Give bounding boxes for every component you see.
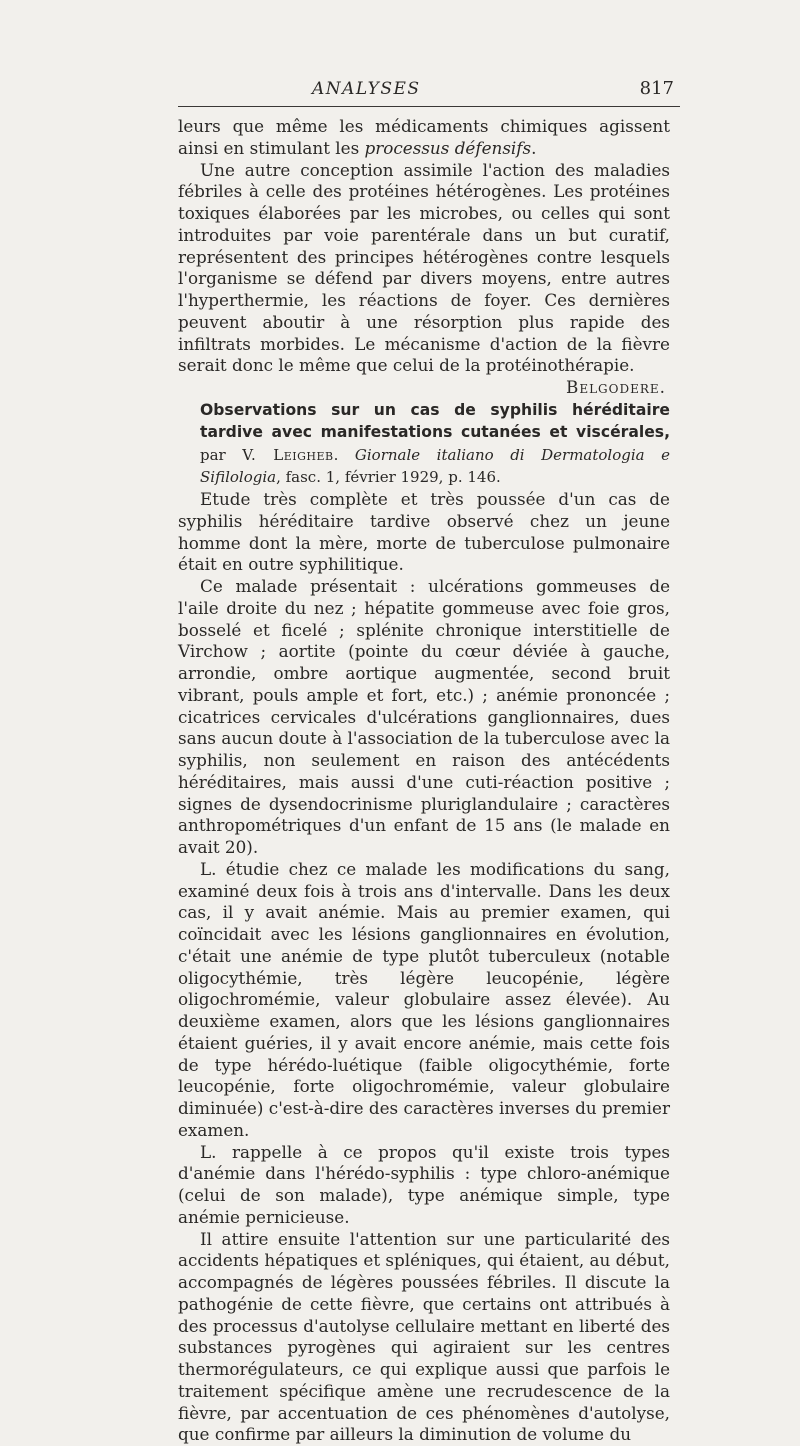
paragraph: L. étudie chez ce malade les modifications du sang, examiné deux fois à trois ans d'intervalle. Dans les deux cas, il y avait anémie. Mais au premier examen, qui coïncidait avec les lésions ganglionnaires en évolution, c'était une anémie de type plutôt tuberculeux (notable oligocythémie, très légère leucopénie, légère oligochromémie, valeur globulaire assez élevée). Au deuxième examen, alors que les lésions ganglionnaires étaient guéries, il y avait encore anémie, mais cette fois de type hérédo-luétique (faible oligocythémie, forte leucopénie, forte oligochromémie, valeur globulaire diminuée) c'est-à-dire des caractères inverses du premier examen. [178, 859, 670, 1142]
article-heading [178, 399, 670, 489]
text-run: leurs que même les médicaments chimiques agissent ainsi en stimulant les [178, 116, 670, 158]
citation-details: , fasc. 1, février 1929, p. 146. [276, 468, 501, 486]
emphasis-text: processus défensifs [365, 138, 532, 158]
reviewer-signature: Belgodere. [178, 377, 670, 399]
header-rule [178, 106, 680, 107]
paragraph: Il attire ensuite l'attention sur une particularité des accidents hépatiques et spléniques, qui étaient, au début, accompagnés de légères poussées fébriles. Il discute la pathogénie de cette fièvre, que certains ont attribués à des processus d'autolyse cellulaire mettant en liberté des substances pyrogènes qui agiraient sur les centres thermorégulateurs, ce qui explique aussi que parfois le traitement spécifique amène une recrudescence de la fièvre, par accentuation de ces phénomènes d'autolyse, que confirme par ailleurs la diminution de volume du [178, 1229, 670, 1446]
paragraph: Etude très complète et très poussée d'un cas de syphilis héréditaire tardive observé chez un jeune homme dont la mère, morte de tuberculose pulmonaire était en outre syphilitique. [178, 489, 670, 576]
paragraph: L. rappelle à ce propos qu'il existe trois types d'anémie dans l'hérédo-syphilis : type chloro-anémique (celui de son malade), type anémique simple, type anémie pernicieuse. [178, 1142, 670, 1229]
article-author: V. Leigheb [242, 446, 333, 464]
text-run: . [334, 446, 355, 464]
paragraph-continuation [178, 116, 670, 160]
paragraph: Ce malade présentait : ulcérations gommeuses de l'aile droite du nez ; hépatite gommeuse avec foie gros, bosselé et ficelé ; splénite chronique interstitielle de Virchow ; aortite (pointe du cœur déviée à gauche, arrondie, ombre aortique augmentée, second bruit vibrant, pouls ample et fort, etc.) ; anémie prononcée ; cicatrices cervicales d'ulcérations ganglionnaires, dues sans aucun doute à l'association de la tuberculose avec la syphilis, non seulement en raison des antécédents héréditaires, mais aussi d'une cuti-réaction positive ; signes de dysendocrinisme pluriglandulaire ; caractères anthropométriques d'un enfant de 15 ans (le malade en avait 20). [178, 576, 670, 859]
journal-name: Giornale italiano di Dermatologia e Sifilologia [200, 446, 670, 487]
running-title: ANALYSES [312, 79, 421, 99]
paragraph: Une autre conception assimile l'action des maladies fébriles à celle des protéines hétérogènes. Les protéines toxiques élaborées par les microbes, ou celles qui sont introduites par voie parentérale dans un but curatif, représentent des principes hétérogènes contre lesquels l'organisme se défend par divers moyens, entre autres l'hyperthermie, les réactions de foyer. Ces dernières peuvent aboutir à une résorption plus rapide des infiltrats morbides. Le mécanisme d'action de la fièvre serait donc le même que celui de la protéinothérapie. [178, 160, 670, 378]
page-number: 817 [640, 78, 674, 99]
page-header [178, 73, 678, 99]
text-run: par [200, 446, 242, 464]
text-run: . [531, 138, 536, 158]
article-title: Observations sur un cas de syphilis héréditaire tardive avec manifestations cutanées et viscérales, [200, 401, 670, 441]
body-text [178, 116, 670, 1446]
